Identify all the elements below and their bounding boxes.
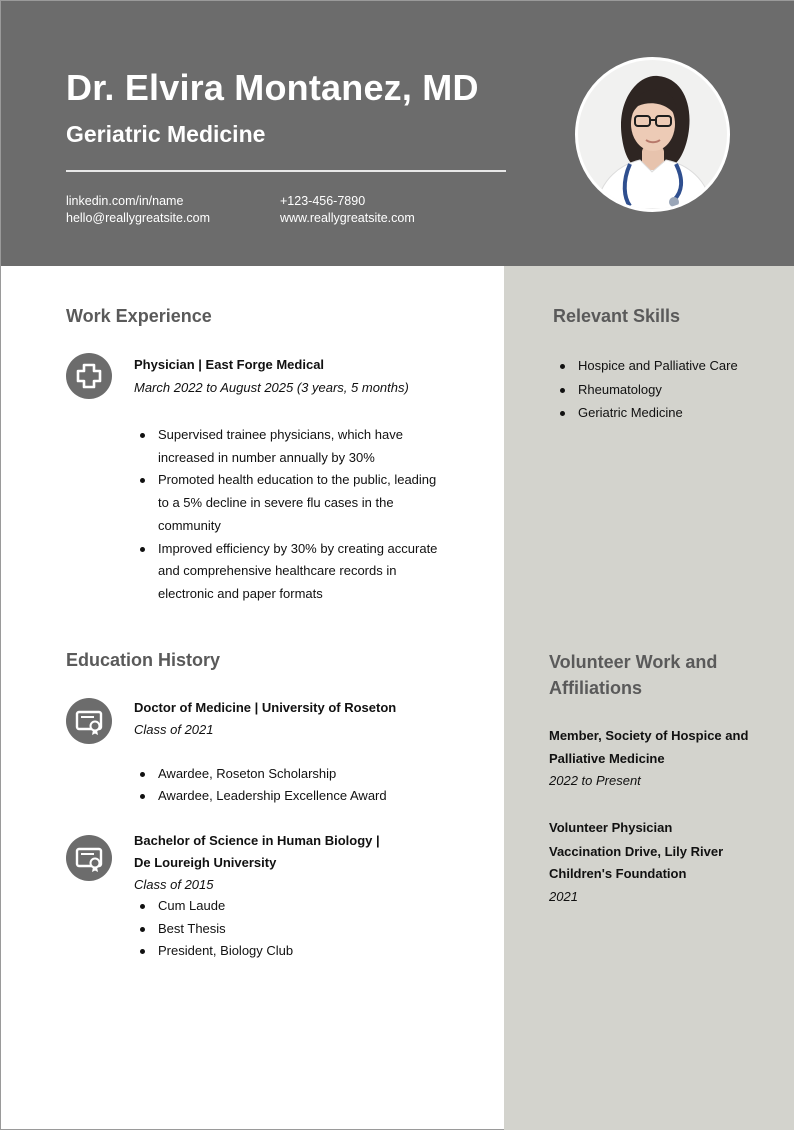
- contact-phone: +123-456-7890: [280, 194, 366, 208]
- list-item: Geriatric Medicine: [554, 401, 774, 425]
- candidate-name: Dr. Elvira Montanez, MD: [66, 67, 479, 108]
- edu-bullet-list: [134, 895, 454, 963]
- list-item: Rheumatology: [554, 378, 774, 402]
- list-item: Hospice and Palliative Care: [554, 354, 774, 378]
- work-entry-title: Physician | East Forge Medical: [134, 357, 325, 372]
- header-band: [1, 1, 794, 266]
- volunteer-heading: [549, 649, 769, 701]
- education-heading: Education History: [66, 650, 221, 670]
- medical-cross-icon: [66, 353, 112, 399]
- volunteer-entry-org: Vaccination Drive, Lily River: [549, 844, 724, 859]
- certificate-icon: [66, 835, 112, 881]
- volunteer-entry-dates: 2021: [549, 889, 578, 904]
- list-item: Best Thesis: [134, 918, 454, 941]
- edu-bullet-list: [134, 763, 454, 807]
- edu-entry-dates: Class of 2015: [134, 877, 214, 892]
- volunteer-entry-title: Volunteer Physician: [549, 820, 673, 835]
- list-item: Improved efficiency by 30% by creating accurate and comprehensive healthcare records in electronic and paper formats: [134, 538, 444, 606]
- list-item: Cum Laude: [134, 895, 454, 918]
- edu-entry-title: Doctor of Medicine | University of Roseton: [134, 700, 397, 715]
- contact-email[interactable]: hello@reallygreatsite.com: [66, 211, 211, 225]
- volunteer-entry-title: Member, Society of Hospice and: [549, 728, 749, 743]
- list-item: Supervised trainee physicians, which have increased in number annually by 30%: [134, 424, 444, 469]
- skills-heading: Relevant Skills: [553, 306, 681, 326]
- work-bullet-list: [134, 424, 444, 606]
- list-item: President, Biology Club: [134, 940, 454, 963]
- certificate-icon: [66, 698, 112, 744]
- profile-photo: [575, 57, 730, 212]
- volunteer-entry-dates: 2022 to Present: [549, 773, 641, 788]
- edu-entry-title: Bachelor of Science in Human Biology |: [134, 833, 380, 848]
- header-divider: [66, 170, 506, 172]
- volunteer-heading-line: Affiliations: [549, 678, 642, 698]
- volunteer-entry-org-continued: Children's Foundation: [549, 866, 687, 881]
- volunteer-entry-title-continued: Palliative Medicine: [549, 751, 665, 766]
- skills-list: [554, 354, 774, 425]
- work-experience-heading: Work Experience: [66, 306, 212, 326]
- list-item: Awardee, Leadership Excellence Award: [134, 785, 454, 807]
- edu-entry-dates: Class of 2021: [134, 722, 214, 737]
- list-item: Awardee, Roseton Scholarship: [134, 763, 454, 785]
- candidate-specialty: Geriatric Medicine: [66, 121, 266, 147]
- profile-photo-illustration: [578, 60, 727, 209]
- contact-linkedin[interactable]: linkedin.com/in/name: [66, 194, 184, 208]
- volunteer-heading-line: Volunteer Work and: [549, 652, 718, 672]
- contact-website[interactable]: www.reallygreatsite.com: [280, 211, 415, 225]
- work-entry-dates: March 2022 to August 2025 (3 years, 5 months): [134, 380, 409, 395]
- edu-entry-title-continued: De Loureigh University: [134, 855, 277, 870]
- list-item: Promoted health education to the public, leading to a 5% decline in severe flu cases in the community: [134, 469, 444, 537]
